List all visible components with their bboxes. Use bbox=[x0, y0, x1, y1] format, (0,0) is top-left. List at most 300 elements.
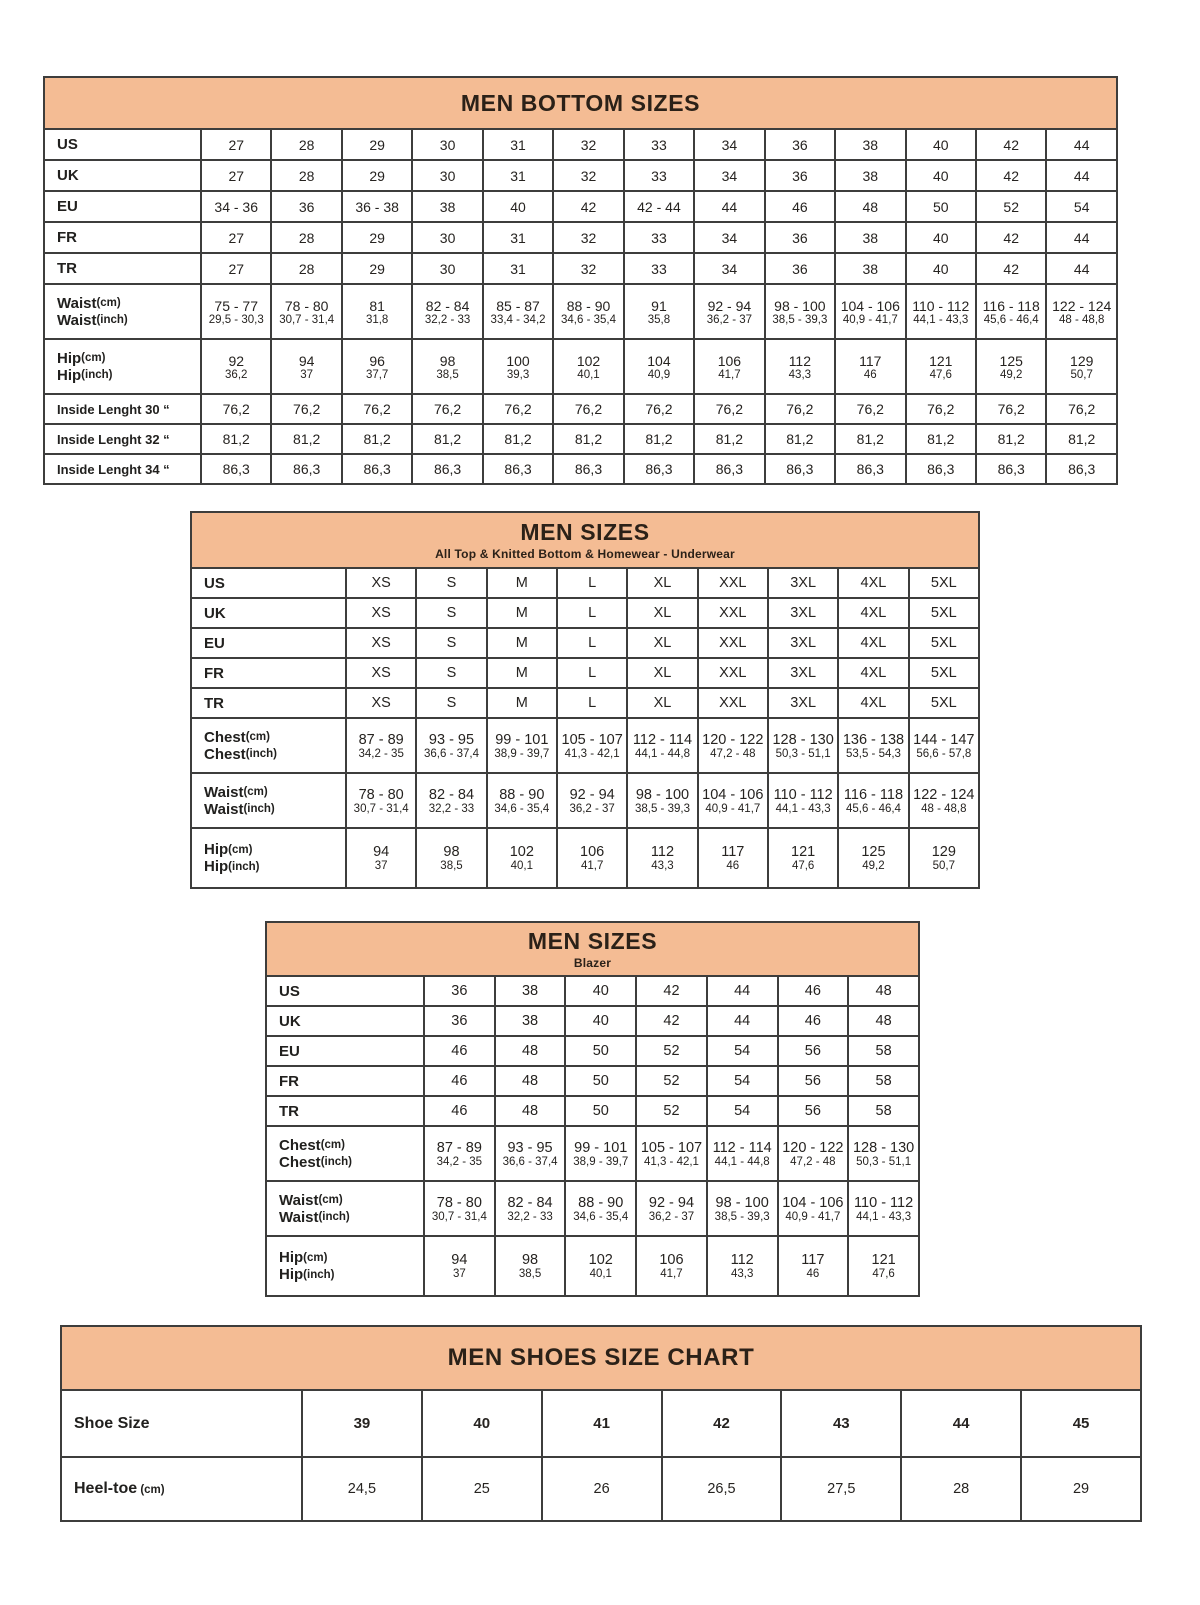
value-cell: 81,2 bbox=[201, 424, 271, 454]
value-cell: 81,2 bbox=[624, 424, 694, 454]
value-cell: 33 bbox=[624, 253, 694, 284]
value-cell bbox=[768, 773, 838, 828]
table-row bbox=[266, 1236, 919, 1296]
row-label-cell bbox=[191, 718, 346, 773]
men-bottom-sizes-header bbox=[43, 76, 1118, 128]
value-cell: 44 bbox=[1046, 160, 1117, 191]
value-text: 44,1 - 43,3 bbox=[775, 802, 831, 815]
value-cell: 5XL bbox=[909, 598, 979, 628]
row-label-text: UK bbox=[279, 1012, 301, 1030]
value-text: 45,6 - 46,4 bbox=[983, 313, 1039, 326]
value-text: 121 bbox=[791, 844, 816, 860]
value-cell: 42 bbox=[636, 976, 707, 1006]
value-cell: 54 bbox=[1046, 191, 1117, 222]
value-cell: XL bbox=[627, 628, 697, 658]
value-cell: 76,2 bbox=[483, 394, 553, 424]
value-cell: 76,2 bbox=[765, 394, 835, 424]
value-text: 82 - 84 bbox=[425, 297, 470, 314]
value-text: 44,1 - 43,3 bbox=[913, 313, 969, 326]
row-label-cell bbox=[266, 1236, 424, 1296]
row-label-text: TR bbox=[57, 260, 77, 277]
value-text: 38,5 - 39,3 bbox=[634, 802, 690, 815]
value-cell: 4XL bbox=[838, 658, 908, 688]
value-text: 110 - 112 bbox=[773, 786, 833, 803]
value-text: 121 bbox=[871, 1252, 896, 1268]
value-cell: 4XL bbox=[838, 688, 908, 718]
value-cell: 29 bbox=[342, 222, 412, 253]
row-label-text: Hip bbox=[57, 366, 82, 384]
value-cell: M bbox=[487, 628, 557, 658]
row-label-text: Waist bbox=[279, 1191, 319, 1209]
value-text: 34,2 - 35 bbox=[358, 747, 404, 760]
value-cell: 81,2 bbox=[271, 424, 341, 454]
value-cell bbox=[495, 1126, 566, 1181]
row-label-text: Chest bbox=[279, 1136, 321, 1154]
row-label-text: Waist bbox=[57, 294, 97, 312]
value-text: 122 - 124 bbox=[913, 786, 975, 803]
value-cell: 86,3 bbox=[201, 454, 271, 484]
men-sizes-blazer-table bbox=[265, 921, 920, 1297]
value-cell bbox=[636, 1181, 707, 1236]
value-cell bbox=[765, 284, 835, 339]
men-sizes-top-header bbox=[190, 511, 980, 567]
value-text: 116 - 118 bbox=[982, 297, 1040, 314]
value-cell bbox=[487, 718, 557, 773]
row-label-cell bbox=[44, 339, 201, 394]
value-cell bbox=[346, 773, 416, 828]
table-row bbox=[44, 394, 1117, 424]
value-cell bbox=[778, 1126, 849, 1181]
value-text: 78 - 80 bbox=[284, 297, 329, 314]
value-cell: 28 bbox=[271, 160, 341, 191]
value-text: 105 - 107 bbox=[640, 1139, 703, 1156]
row-label-text: EU bbox=[57, 198, 78, 215]
value-cell: 25 bbox=[422, 1457, 542, 1521]
value-text: 33,4 - 34,2 bbox=[490, 313, 546, 326]
value-text: 82 - 84 bbox=[428, 786, 475, 803]
men-sizes-top-table bbox=[190, 511, 980, 889]
value-cell: 81,2 bbox=[553, 424, 623, 454]
value-cell bbox=[835, 284, 905, 339]
row-label-unit: (cm) bbox=[318, 1194, 343, 1206]
row-label-text: Inside Lenght 32 “ bbox=[57, 431, 170, 447]
value-cell bbox=[412, 284, 482, 339]
table-subtitle: All Top & Knitted Bottom & Homewear - Underwear bbox=[435, 547, 735, 561]
value-cell bbox=[201, 339, 271, 394]
value-cell: 76,2 bbox=[906, 394, 976, 424]
value-cell: XXL bbox=[698, 628, 768, 658]
value-cell: 44 bbox=[1046, 129, 1117, 160]
value-cell: 48 bbox=[495, 1066, 566, 1096]
value-text: 38,5 bbox=[440, 860, 463, 872]
value-cell bbox=[342, 284, 412, 339]
value-text: 120 - 122 bbox=[702, 731, 764, 748]
value-text: 96 bbox=[369, 352, 385, 369]
value-cell: 52 bbox=[636, 1036, 707, 1066]
value-cell: 86,3 bbox=[271, 454, 341, 484]
row-label-unit: (cm) bbox=[320, 1139, 345, 1151]
value-text: 50,7 bbox=[1070, 368, 1093, 381]
row-label-text: Heel-toe bbox=[74, 1480, 138, 1497]
row-label-text: TR bbox=[204, 694, 224, 712]
row-label-text: Waist bbox=[279, 1208, 319, 1226]
value-cell: 42 bbox=[976, 160, 1046, 191]
value-cell: 24,5 bbox=[302, 1457, 422, 1521]
value-cell: 81,2 bbox=[906, 424, 976, 454]
value-cell: 76,2 bbox=[201, 394, 271, 424]
value-cell: 27 bbox=[201, 160, 271, 191]
row-label-text: Chest bbox=[204, 745, 246, 763]
value-cell bbox=[483, 284, 553, 339]
table-row bbox=[266, 1066, 919, 1096]
value-cell bbox=[627, 773, 697, 828]
value-cell: 86,3 bbox=[553, 454, 623, 484]
value-text: 36,2 - 37 bbox=[569, 802, 615, 815]
table-row bbox=[191, 568, 979, 598]
value-text: 40,9 - 41,7 bbox=[842, 313, 898, 326]
value-cell: 44 bbox=[1046, 222, 1117, 253]
value-cell: 34 bbox=[694, 129, 764, 160]
row-label-text: Inside Lenght 34 “ bbox=[57, 461, 170, 477]
value-text: 88 - 90 bbox=[499, 786, 545, 803]
value-text: 38,5 bbox=[436, 368, 459, 381]
value-text: 117 bbox=[721, 844, 745, 860]
value-cell bbox=[636, 1236, 707, 1296]
table-row bbox=[266, 1036, 919, 1066]
value-cell: 81,2 bbox=[412, 424, 482, 454]
value-cell bbox=[707, 1126, 778, 1181]
value-cell: 86,3 bbox=[412, 454, 482, 484]
table-row bbox=[191, 688, 979, 718]
men-bottom-sizes-grid bbox=[43, 128, 1118, 485]
value-text: 116 - 118 bbox=[843, 786, 904, 803]
table-row bbox=[266, 1096, 919, 1126]
value-cell: 29 bbox=[342, 160, 412, 191]
value-text: 81 bbox=[369, 297, 385, 314]
value-cell: 36 bbox=[765, 222, 835, 253]
row-label-cell bbox=[266, 1181, 424, 1236]
value-cell: 36 bbox=[765, 160, 835, 191]
value-text: 50,3 - 51,1 bbox=[775, 747, 831, 760]
value-text: 129 bbox=[1070, 352, 1094, 369]
value-text: 41,3 - 42,1 bbox=[564, 747, 620, 760]
value-text: 106 bbox=[580, 844, 605, 860]
value-cell bbox=[565, 1236, 636, 1296]
value-cell: 86,3 bbox=[835, 454, 905, 484]
row-label-unit: (inch) bbox=[245, 748, 277, 760]
value-cell: 42 bbox=[976, 129, 1046, 160]
value-text: 104 bbox=[647, 352, 671, 369]
value-cell bbox=[416, 828, 486, 888]
value-cell: 38 bbox=[835, 253, 905, 284]
row-label-cell bbox=[44, 129, 201, 160]
value-cell bbox=[487, 828, 557, 888]
row-label-unit: (cm) bbox=[245, 731, 270, 743]
value-cell: XS bbox=[346, 628, 416, 658]
value-cell: S bbox=[416, 568, 486, 598]
table-row bbox=[191, 828, 979, 888]
table-row bbox=[44, 284, 1117, 339]
value-cell: 42 bbox=[553, 191, 623, 222]
value-cell: 86,3 bbox=[906, 454, 976, 484]
value-cell bbox=[976, 339, 1046, 394]
value-text: 128 - 130 bbox=[772, 731, 834, 748]
value-text: 36,6 - 37,4 bbox=[502, 1155, 558, 1168]
value-text: 112 bbox=[788, 352, 812, 369]
row-label-text: FR bbox=[204, 664, 224, 682]
value-text: 40,1 bbox=[589, 1268, 612, 1280]
value-text: 47,2 - 48 bbox=[790, 1155, 836, 1168]
table-row bbox=[266, 1006, 919, 1036]
value-cell: 76,2 bbox=[1046, 394, 1117, 424]
value-cell: 3XL bbox=[768, 568, 838, 598]
value-text: 98 - 100 bbox=[635, 786, 690, 803]
value-text: 36,6 - 37,4 bbox=[424, 747, 479, 760]
row-label-cell bbox=[191, 773, 346, 828]
men-sizes-top-grid bbox=[190, 567, 980, 889]
row-label-text: FR bbox=[279, 1072, 299, 1090]
row-label-unit: (cm) bbox=[228, 843, 253, 856]
value-cell: 46 bbox=[424, 1036, 495, 1066]
value-text: 110 - 112 bbox=[912, 297, 970, 314]
value-text: 92 - 94 bbox=[707, 297, 752, 314]
value-text: 98 bbox=[439, 352, 456, 369]
value-text: 39,3 bbox=[506, 368, 530, 381]
value-cell: 86,3 bbox=[342, 454, 412, 484]
row-label-text: Waist bbox=[204, 783, 244, 801]
value-cell: 4XL bbox=[838, 628, 908, 658]
table-row bbox=[44, 129, 1117, 160]
table-row bbox=[44, 253, 1117, 284]
value-cell bbox=[557, 718, 627, 773]
value-cell: 27 bbox=[201, 253, 271, 284]
value-cell: 76,2 bbox=[835, 394, 905, 424]
value-cell: 38 bbox=[835, 129, 905, 160]
value-cell: 81,2 bbox=[976, 424, 1046, 454]
value-cell: 44 bbox=[1046, 253, 1117, 284]
value-cell: 30 bbox=[412, 129, 482, 160]
value-text: 92 bbox=[228, 352, 245, 369]
value-cell: 31 bbox=[483, 129, 553, 160]
value-cell: 4XL bbox=[838, 598, 908, 628]
value-cell: 3XL bbox=[768, 688, 838, 718]
value-cell: 27 bbox=[201, 129, 271, 160]
value-cell: 46 bbox=[778, 976, 849, 1006]
value-cell: L bbox=[557, 598, 627, 628]
table-row bbox=[191, 773, 979, 828]
row-label-text: UK bbox=[57, 167, 79, 184]
value-cell: 29 bbox=[342, 253, 412, 284]
value-cell: 44 bbox=[901, 1390, 1021, 1457]
value-cell: 38 bbox=[835, 222, 905, 253]
row-label-cell bbox=[266, 1096, 424, 1126]
value-text: 105 - 107 bbox=[561, 731, 623, 748]
value-cell: 33 bbox=[624, 222, 694, 253]
men-bottom-sizes-table bbox=[43, 76, 1118, 485]
value-text: 34,6 - 35,4 bbox=[494, 802, 550, 815]
row-label-text: Hip bbox=[204, 841, 229, 858]
row-label-cell bbox=[61, 1390, 302, 1457]
value-cell: 5XL bbox=[909, 628, 979, 658]
row-label-cell bbox=[266, 976, 424, 1006]
value-text: 38,5 - 39,3 bbox=[772, 313, 828, 326]
value-cell: 50 bbox=[565, 1036, 636, 1066]
table-row bbox=[191, 658, 979, 688]
value-cell: 26,5 bbox=[662, 1457, 782, 1521]
value-cell bbox=[553, 284, 623, 339]
value-text: 94 bbox=[373, 844, 390, 860]
row-label-text: EU bbox=[204, 634, 225, 652]
value-text: 40,1 bbox=[577, 368, 600, 381]
value-cell: 32 bbox=[553, 160, 623, 191]
value-cell: 28 bbox=[271, 222, 341, 253]
value-cell: 42 - 44 bbox=[624, 191, 694, 222]
value-cell bbox=[553, 339, 623, 394]
value-cell: 86,3 bbox=[976, 454, 1046, 484]
value-cell bbox=[636, 1126, 707, 1181]
row-label-unit: (inch) bbox=[81, 369, 113, 381]
value-cell bbox=[698, 828, 768, 888]
row-label-cell bbox=[191, 598, 346, 628]
value-text: 98 bbox=[443, 844, 460, 860]
value-cell bbox=[909, 773, 979, 828]
row-label-text: Chest bbox=[279, 1153, 321, 1171]
value-text: 40,9 bbox=[647, 368, 671, 381]
value-cell bbox=[487, 773, 557, 828]
value-text: 44,1 - 43,3 bbox=[856, 1210, 912, 1223]
value-cell: 46 bbox=[778, 1006, 849, 1036]
row-label-unit: (inch) bbox=[228, 860, 260, 873]
value-cell: 26 bbox=[542, 1457, 662, 1521]
value-cell bbox=[416, 773, 486, 828]
value-text: 112 - 114 bbox=[712, 1139, 772, 1156]
row-label-cell bbox=[266, 1036, 424, 1066]
value-cell: S bbox=[416, 628, 486, 658]
value-text: 87 - 89 bbox=[436, 1139, 482, 1156]
value-cell: 3XL bbox=[768, 598, 838, 628]
value-cell bbox=[412, 339, 482, 394]
value-cell: 31 bbox=[483, 222, 553, 253]
value-cell: 42 bbox=[636, 1006, 707, 1036]
row-label-unit: (inch) bbox=[303, 1268, 335, 1281]
row-label-unit: (cm) bbox=[81, 352, 106, 364]
table-row bbox=[44, 454, 1117, 484]
row-label-unit: (inch) bbox=[243, 803, 275, 815]
value-text: 41,7 bbox=[580, 860, 604, 872]
row-label-cell bbox=[44, 222, 201, 253]
value-text: 88 - 90 bbox=[578, 1194, 624, 1211]
value-cell: 38 bbox=[495, 1006, 566, 1036]
table-row bbox=[44, 160, 1117, 191]
value-cell: 40 bbox=[906, 253, 976, 284]
value-cell bbox=[768, 718, 838, 773]
value-cell: 30 bbox=[412, 160, 482, 191]
value-cell: M bbox=[487, 568, 557, 598]
value-cell: 48 bbox=[848, 1006, 919, 1036]
value-cell: XXL bbox=[698, 688, 768, 718]
men-shoes-size-chart-grid bbox=[60, 1389, 1142, 1522]
value-cell bbox=[694, 339, 764, 394]
value-cell: 48 bbox=[495, 1096, 566, 1126]
value-cell: 27 bbox=[201, 222, 271, 253]
value-cell: 32 bbox=[553, 222, 623, 253]
value-cell: 86,3 bbox=[694, 454, 764, 484]
value-text: 50,3 - 51,1 bbox=[856, 1155, 912, 1168]
value-text: 29,5 - 30,3 bbox=[208, 313, 264, 326]
row-label-unit: (cm) bbox=[303, 1251, 328, 1264]
value-cell: 34 bbox=[694, 253, 764, 284]
value-text: 110 - 112 bbox=[854, 1194, 914, 1211]
value-cell: 86,3 bbox=[765, 454, 835, 484]
row-label-text: Hip bbox=[279, 1249, 304, 1266]
value-text: 30,7 - 31,4 bbox=[353, 802, 409, 815]
row-label-unit: (inch) bbox=[320, 1156, 352, 1168]
value-text: 47,6 bbox=[791, 860, 815, 872]
table-row bbox=[44, 424, 1117, 454]
value-cell: 76,2 bbox=[412, 394, 482, 424]
value-text: 44,1 - 44,8 bbox=[634, 747, 690, 760]
value-cell: 54 bbox=[707, 1096, 778, 1126]
value-cell: 76,2 bbox=[624, 394, 694, 424]
value-cell: 5XL bbox=[909, 568, 979, 598]
value-cell bbox=[698, 773, 768, 828]
value-text: 120 - 122 bbox=[782, 1139, 844, 1156]
table-row bbox=[191, 718, 979, 773]
value-cell: 38 bbox=[412, 191, 482, 222]
value-cell: 36 bbox=[765, 253, 835, 284]
value-cell: 31 bbox=[483, 160, 553, 191]
value-text: 36,2 - 37 bbox=[648, 1210, 695, 1223]
value-text: 32,2 - 33 bbox=[424, 313, 471, 326]
value-cell: 41 bbox=[542, 1390, 662, 1457]
value-cell: L bbox=[557, 658, 627, 688]
value-text: 100 bbox=[506, 352, 530, 369]
value-text: 102 bbox=[588, 1252, 613, 1268]
value-cell: 42 bbox=[976, 222, 1046, 253]
value-cell: L bbox=[557, 568, 627, 598]
value-cell bbox=[694, 284, 764, 339]
row-label-cell bbox=[44, 394, 201, 424]
value-cell: XXL bbox=[698, 658, 768, 688]
table-title: MEN SHOES SIZE CHART bbox=[447, 1344, 755, 1371]
value-cell: XS bbox=[346, 568, 416, 598]
value-text: 34,6 - 35,4 bbox=[573, 1210, 629, 1223]
value-text: 125 bbox=[999, 352, 1023, 369]
value-cell: 86,3 bbox=[483, 454, 553, 484]
value-cell: 34 bbox=[694, 160, 764, 191]
value-text: 117 bbox=[859, 352, 882, 369]
value-cell: XL bbox=[627, 688, 697, 718]
value-cell bbox=[707, 1181, 778, 1236]
value-text: 37 bbox=[374, 860, 388, 872]
row-label-cell bbox=[266, 1006, 424, 1036]
value-cell bbox=[778, 1181, 849, 1236]
value-text: 112 bbox=[650, 844, 675, 860]
value-text: 30,7 - 31,4 bbox=[431, 1210, 487, 1223]
value-cell: M bbox=[487, 598, 557, 628]
value-text: 117 bbox=[801, 1252, 825, 1268]
value-cell: 36 bbox=[765, 129, 835, 160]
value-cell: 36 bbox=[271, 191, 341, 222]
value-cell: 36 bbox=[424, 976, 495, 1006]
value-cell bbox=[624, 339, 694, 394]
value-cell: 58 bbox=[848, 1066, 919, 1096]
value-cell bbox=[848, 1126, 919, 1181]
value-cell: 46 bbox=[765, 191, 835, 222]
value-cell: 32 bbox=[553, 253, 623, 284]
value-cell: L bbox=[557, 688, 627, 718]
value-cell bbox=[271, 284, 341, 339]
